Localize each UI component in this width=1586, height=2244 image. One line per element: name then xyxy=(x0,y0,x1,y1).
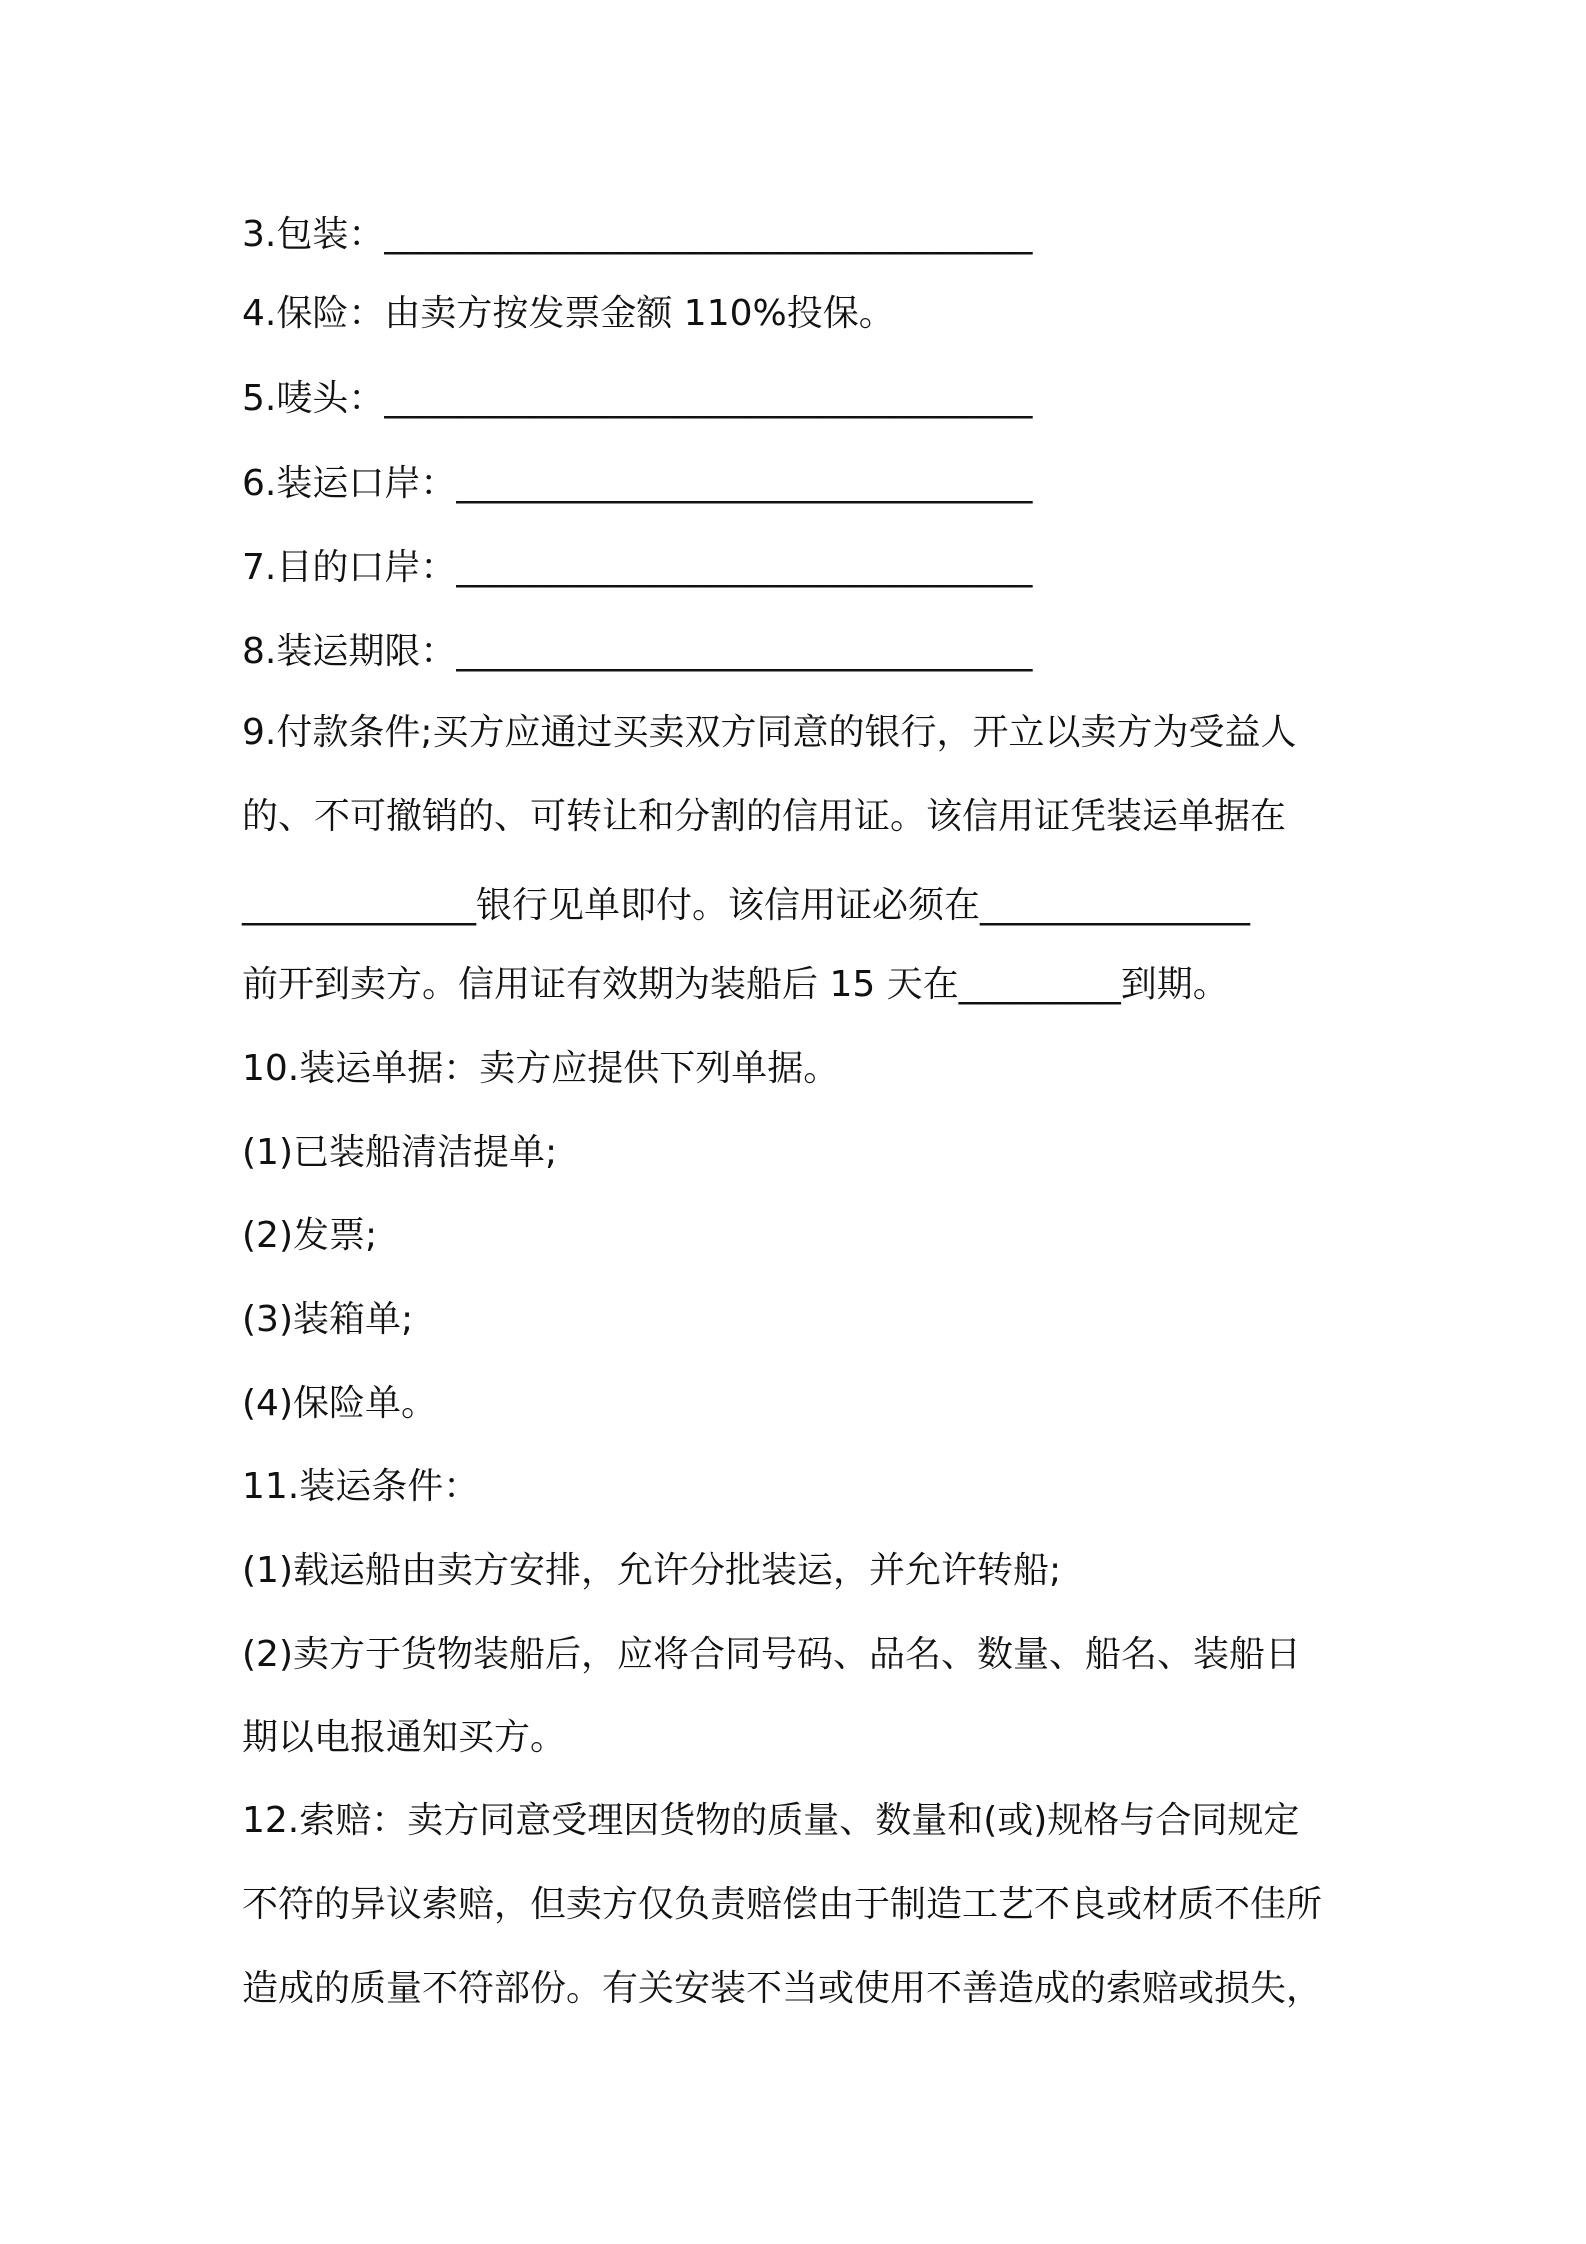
doc-item-invoice: (2)发票; xyxy=(242,1215,378,1256)
clause-shipment-time: 8.装运期限：________________________________ xyxy=(242,631,1033,672)
clause-shipping-docs: 10.装运单据：卖方应提供下列单据。 xyxy=(242,1048,840,1089)
clause-packing: 3.包装：____________________________________ xyxy=(242,214,1033,255)
doc-item-packing-list: (3)装箱单; xyxy=(242,1299,414,1340)
clause-claims-line-2: 不符的异议索赔，但卖方仅负责赔偿由于制造工艺不良或材质不佳所 xyxy=(242,1884,1323,1925)
shipment-term-1: (1)载运船由卖方安排，允许分批装运，并允许转船; xyxy=(242,1550,1062,1591)
clause-loading-port: 6.装运口岸：________________________________ xyxy=(242,463,1033,504)
clause-payment-line-4: 前开到卖方。信用证有效期为装船后 15 天在_________到期。 xyxy=(242,964,1229,1005)
clause-payment-line-1: 9.付款条件;买方应通过买卖双方同意的银行，开立以卖方为受益人 xyxy=(242,712,1297,753)
clause-claims-line-3: 造成的质量不符部份。有关安装不当或使用不善造成的索赔或损失， xyxy=(242,1968,1323,2009)
clause-insurance: 4.保险：由卖方按发票金额 110%投保。 xyxy=(242,293,895,334)
doc-item-bill-of-lading: (1)已装船清洁提单; xyxy=(242,1132,558,1173)
doc-item-insurance-policy: (4)保险单。 xyxy=(242,1383,437,1424)
clause-payment-line-3: _____________银行见单即付。该信用证必须在_______________ xyxy=(242,885,1251,926)
clause-payment-line-2: 的、不可撤销的、可转让和分割的信用证。该信用证凭装运单据在 xyxy=(242,796,1287,837)
shipment-term-2-line-2: 期以电报通知买方。 xyxy=(242,1717,567,1758)
clause-shipment-terms: 11.装运条件： xyxy=(242,1466,480,1507)
shipment-term-2-line-1: (2)卖方于货物装船后，应将合同号码、品名、数量、船名、装船日 xyxy=(242,1634,1301,1675)
clause-marks: 5.唛头：____________________________________ xyxy=(242,378,1033,419)
clause-claims-line-1: 12.索赔：卖方同意受理因货物的质量、数量和(或)规格与合同规定 xyxy=(242,1800,1300,1841)
clause-destination-port: 7.目的口岸：________________________________ xyxy=(242,547,1033,588)
